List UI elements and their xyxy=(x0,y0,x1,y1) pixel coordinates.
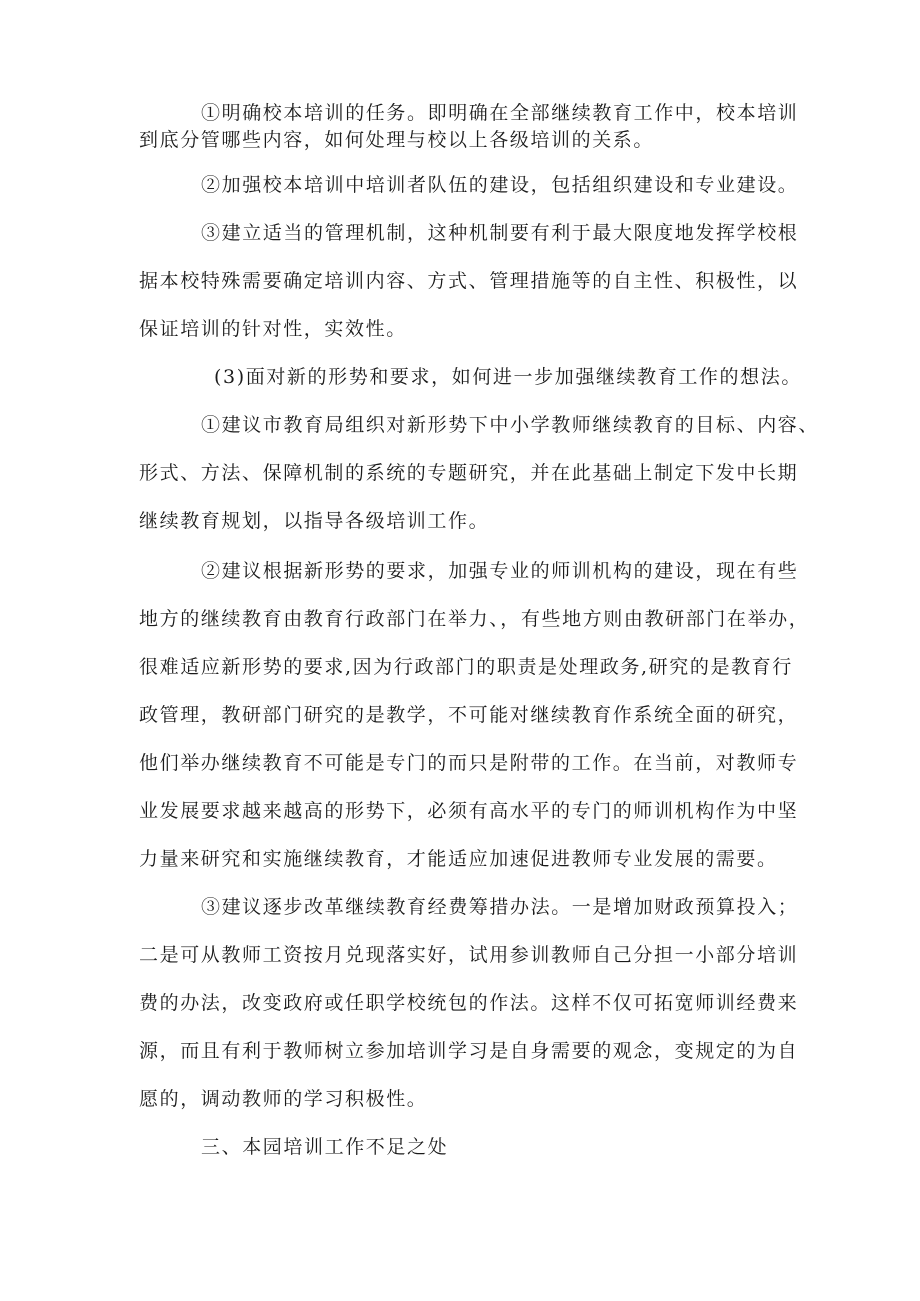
text-line: 到底分管哪些内容，如何处理与校以上各级培训的关系。 xyxy=(139,129,655,151)
text-line: ③建立适当的管理机制，这种机制要有利于最大限度地发挥学校根 xyxy=(201,222,799,244)
text-line: 二是可从教师工资按月兑现落实好，试用参训教师自己分担一小部分培训 xyxy=(139,944,799,966)
text-line: ②建议根据新形势的要求，加强专业的师训机构的建设，现在有些 xyxy=(201,560,799,582)
text-line: 力量来研究和实施继续教育，才能适应加速促进教师专业发展的需要。 xyxy=(139,848,778,870)
text-line: ②加强校本培训中培训者队伍的建设，包括组织建设和专业建设。 xyxy=(201,174,799,196)
text-line: ①明确校本培训的任务。即明确在全部继续教育工作中，校本培训 xyxy=(201,102,799,124)
section-heading: (3)面对新的形势和要求，如何进一步加强继续教育工作的想法。 xyxy=(214,366,802,388)
text-line: 保证培训的针对性，实效性。 xyxy=(139,318,407,340)
text-line: 源，而且有利于教师树立参加培训学习是自身需要的观念，变规定的为自 xyxy=(139,1040,799,1062)
text-line: ③建议逐步改革继续教育经费筹措办法。一是增加财政预算投入； xyxy=(201,896,799,918)
text-line: ①建议市教育局组织对新形势下中小学教师继续教育的目标、内容、 xyxy=(201,414,820,436)
text-line: 形式、方法、保障机制的系统的专题研究，并在此基础上制定下发中长期 xyxy=(139,462,799,484)
text-line: 据本校特殊需要确定培训内容、方式、管理措施等的自主性、积极性，以 xyxy=(139,270,799,292)
text-line: 政管理，教研部门研究的是教学，不可能对继续教育作系统全面的研究， xyxy=(139,704,799,726)
text-line: 继续教育规划，以指导各级培训工作。 xyxy=(139,510,490,532)
text-line: 地方的继续教育由教育行政部门在举力、，有些地方则由教研部门在举办， xyxy=(139,608,810,630)
text-line: 业发展要求越来越高的形势下，必须有高水平的专门的师训机构作为中坚 xyxy=(139,800,799,822)
text-line: 费的办法，改变政府或任职学校统包的作法。这样不仅可拓宽师训经费来 xyxy=(139,992,799,1014)
text-line: 愿的，调动教师的学习积极性。 xyxy=(139,1088,428,1110)
section-heading: 三、本园培训工作不足之处 xyxy=(201,1136,449,1158)
text-line: 很难适应新形势的要求,因为行政部门的职责是处理政务,研究的是教育行 xyxy=(139,656,793,678)
text-line: 他们举办继续教育不可能是专门的而只是附带的工作。在当前，对教师专 xyxy=(139,752,799,774)
